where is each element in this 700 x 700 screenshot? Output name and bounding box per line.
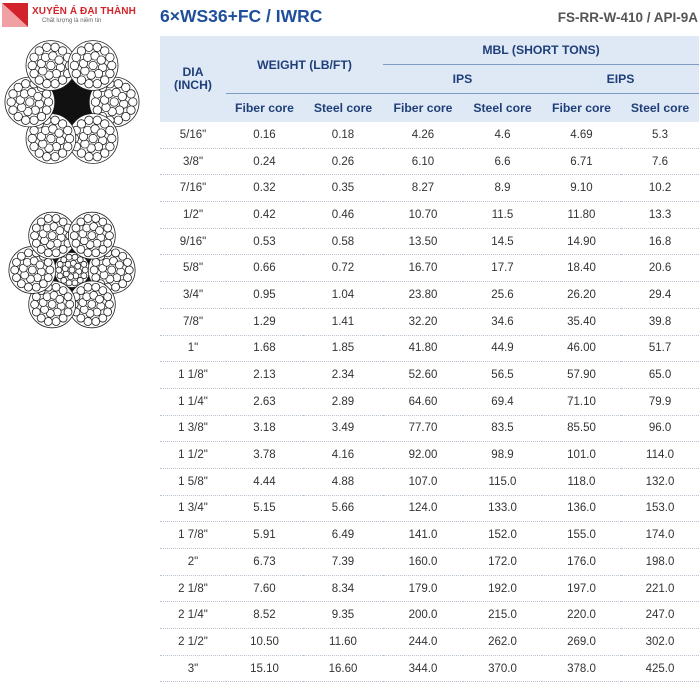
logo-mark-icon: [2, 3, 30, 27]
ips-fiber-cell: 179.0: [383, 575, 463, 602]
weight-steel-cell: 3.49: [303, 415, 383, 442]
standard-code: FS-RR-W-410 / API-9A: [557, 10, 698, 25]
ips-fiber-cell: 10.70: [383, 202, 463, 229]
ips-steel-cell: 34.6: [463, 308, 542, 335]
weight-fiber-cell: 0.32: [226, 175, 303, 202]
eips-fiber-cell: 57.90: [542, 362, 621, 389]
table-row: [160, 629, 699, 656]
weight-fiber-cell: 0.66: [226, 255, 303, 282]
table-row: [160, 602, 699, 629]
eips-fiber-cell: 35.40: [542, 308, 621, 335]
eips-fiber-cell: 11.80: [542, 202, 621, 229]
ips-steel-cell: 215.0: [463, 602, 542, 629]
dia-cell: 1 5/8": [160, 468, 226, 495]
eips-steel-cell: 16.8: [621, 228, 699, 255]
ips-fiber-cell: 160.0: [383, 549, 463, 576]
dia-cell: 2 1/2": [160, 629, 226, 656]
eips-fiber-cell: 269.0: [542, 629, 621, 656]
ips-steel-cell: 370.0: [463, 655, 542, 682]
weight-steel-cell: 0.72: [303, 255, 383, 282]
weight-steel-cell: 4.88: [303, 468, 383, 495]
weight-steel-cell: 2.89: [303, 388, 383, 415]
eips-fiber-cell: 14.90: [542, 228, 621, 255]
table-row: [160, 468, 699, 495]
weight-steel-cell: 7.39: [303, 549, 383, 576]
ips-steel-cell: 133.0: [463, 495, 542, 522]
dia-cell: 3/8": [160, 148, 226, 175]
eips-steel-core-header: Steel core: [621, 94, 699, 123]
table-row: [160, 175, 699, 202]
eips-fiber-cell: 71.10: [542, 388, 621, 415]
weight-steel-cell: 2.34: [303, 362, 383, 389]
ips-steel-cell: 17.7: [463, 255, 542, 282]
weight-steel-cell: 16.60: [303, 655, 383, 682]
eips-steel-cell: 96.0: [621, 415, 699, 442]
eips-steel-cell: 132.0: [621, 468, 699, 495]
eips-steel-cell: 79.9: [621, 388, 699, 415]
fiber-core-rope-cross-section-icon: [4, 34, 140, 170]
ips-fiber-core-header: Fiber core: [383, 94, 463, 123]
table-row: [160, 575, 699, 602]
weight-fiber-cell: 0.95: [226, 282, 303, 309]
table-row: [160, 255, 699, 282]
eips-fiber-cell: 101.0: [542, 442, 621, 469]
eips-fiber-cell: 6.71: [542, 148, 621, 175]
dia-header: DIA (INCH): [174, 65, 212, 92]
weight-header: WEIGHT (LB/FT): [257, 57, 352, 72]
eips-fiber-cell: 118.0: [542, 468, 621, 495]
table-row: [160, 442, 699, 469]
ips-fiber-cell: 23.80: [383, 282, 463, 309]
ips-steel-cell: 25.6: [463, 282, 542, 309]
eips-fiber-cell: 136.0: [542, 495, 621, 522]
dia-cell: 5/16": [160, 122, 226, 148]
dia-cell: 2 1/8": [160, 575, 226, 602]
weight-steel-cell: 0.18: [303, 122, 383, 148]
weight-fiber-cell: 3.78: [226, 442, 303, 469]
eips-steel-cell: 65.0: [621, 362, 699, 389]
weight-steel-cell: 1.41: [303, 308, 383, 335]
dia-cell: 2": [160, 549, 226, 576]
ips-steel-cell: 11.5: [463, 202, 542, 229]
table-row: [160, 549, 699, 576]
weight-fiber-cell: 7.60: [226, 575, 303, 602]
ips-fiber-cell: 32.20: [383, 308, 463, 335]
dia-cell: 3": [160, 655, 226, 682]
eips-fiber-cell: 46.00: [542, 335, 621, 362]
ips-steel-cell: 115.0: [463, 468, 542, 495]
weight-fiber-cell: 1.29: [226, 308, 303, 335]
eips-fiber-core-header: Fiber core: [542, 94, 621, 123]
brand-name: XUYÊN Á ĐẠI THÀNH: [32, 6, 136, 17]
dia-cell: 7/16": [160, 175, 226, 202]
eips-fiber-cell: 4.69: [542, 122, 621, 148]
weight-fiber-cell: 0.42: [226, 202, 303, 229]
weight-steel-cell: 9.35: [303, 602, 383, 629]
eips-steel-cell: 10.2: [621, 175, 699, 202]
ips-steel-cell: 4.6: [463, 122, 542, 148]
ips-steel-cell: 192.0: [463, 575, 542, 602]
ips-steel-core-header: Steel core: [463, 94, 542, 123]
eips-fiber-cell: 85.50: [542, 415, 621, 442]
page-title: 6×WS36+FC / IWRC: [160, 6, 323, 26]
eips-fiber-cell: 176.0: [542, 549, 621, 576]
dia-cell: 3/4": [160, 282, 226, 309]
eips-steel-cell: 247.0: [621, 602, 699, 629]
ips-fiber-cell: 52.60: [383, 362, 463, 389]
eips-fiber-cell: 18.40: [542, 255, 621, 282]
ips-fiber-cell: 141.0: [383, 522, 463, 549]
ips-steel-cell: 172.0: [463, 549, 542, 576]
ips-steel-cell: 69.4: [463, 388, 542, 415]
weight-steel-cell: 0.46: [303, 202, 383, 229]
table-row: [160, 308, 699, 335]
eips-fiber-cell: 378.0: [542, 655, 621, 682]
eips-steel-cell: 174.0: [621, 522, 699, 549]
eips-steel-cell: 39.8: [621, 308, 699, 335]
ips-fiber-cell: 124.0: [383, 495, 463, 522]
ips-steel-cell: 44.9: [463, 335, 542, 362]
table-row: [160, 228, 699, 255]
ips-fiber-cell: 244.0: [383, 629, 463, 656]
dia-cell: 1 1/2": [160, 442, 226, 469]
mbl-header: MBL (SHORT TONS): [383, 36, 699, 65]
eips-steel-cell: 20.6: [621, 255, 699, 282]
weight-steel-cell: 4.16: [303, 442, 383, 469]
ips-steel-cell: 14.5: [463, 228, 542, 255]
table-row: [160, 122, 699, 148]
weight-fiber-cell: 15.10: [226, 655, 303, 682]
weight-steel-cell: 1.04: [303, 282, 383, 309]
steel-core-rope-cross-section-icon: [8, 206, 136, 334]
weight-fiber-cell: 5.15: [226, 495, 303, 522]
ips-fiber-cell: 107.0: [383, 468, 463, 495]
ips-fiber-cell: 344.0: [383, 655, 463, 682]
eips-steel-cell: 114.0: [621, 442, 699, 469]
ips-fiber-cell: 16.70: [383, 255, 463, 282]
dia-cell: 1 3/8": [160, 415, 226, 442]
weight-steel-cell: 5.66: [303, 495, 383, 522]
table-row: [160, 388, 699, 415]
dia-cell: 5/8": [160, 255, 226, 282]
ips-header: IPS: [383, 65, 542, 94]
eips-steel-cell: 5.3: [621, 122, 699, 148]
weight-fiber-cell: 3.18: [226, 415, 303, 442]
table-row: [160, 335, 699, 362]
dia-cell: 7/8": [160, 308, 226, 335]
dia-cell: 1": [160, 335, 226, 362]
ips-fiber-cell: 6.10: [383, 148, 463, 175]
ips-steel-cell: 262.0: [463, 629, 542, 656]
table-row: [160, 362, 699, 389]
ips-fiber-cell: 13.50: [383, 228, 463, 255]
ips-fiber-cell: 8.27: [383, 175, 463, 202]
ips-steel-cell: 56.5: [463, 362, 542, 389]
weight-fiber-core-header: Fiber core: [226, 94, 303, 123]
table-row: [160, 522, 699, 549]
weight-fiber-cell: 10.50: [226, 629, 303, 656]
table-row: [160, 415, 699, 442]
table-row: [160, 655, 699, 682]
ips-steel-cell: 8.9: [463, 175, 542, 202]
ips-fiber-cell: 4.26: [383, 122, 463, 148]
ips-steel-cell: 152.0: [463, 522, 542, 549]
ips-steel-cell: 98.9: [463, 442, 542, 469]
eips-fiber-cell: 197.0: [542, 575, 621, 602]
dia-cell: 1 7/8": [160, 522, 226, 549]
brand-logo: [2, 3, 152, 29]
weight-steel-cell: 0.26: [303, 148, 383, 175]
weight-steel-core-header: Steel core: [303, 94, 383, 123]
eips-steel-cell: 198.0: [621, 549, 699, 576]
weight-steel-cell: 8.34: [303, 575, 383, 602]
weight-steel-cell: 1.85: [303, 335, 383, 362]
eips-steel-cell: 302.0: [621, 629, 699, 656]
ips-fiber-cell: 64.60: [383, 388, 463, 415]
dia-cell: 9/16": [160, 228, 226, 255]
weight-steel-cell: 0.35: [303, 175, 383, 202]
weight-fiber-cell: 5.91: [226, 522, 303, 549]
eips-steel-cell: 13.3: [621, 202, 699, 229]
dia-cell: 1 3/4": [160, 495, 226, 522]
ips-fiber-cell: 200.0: [383, 602, 463, 629]
weight-fiber-cell: 0.53: [226, 228, 303, 255]
eips-steel-cell: 425.0: [621, 655, 699, 682]
ips-fiber-cell: 77.70: [383, 415, 463, 442]
ips-steel-cell: 6.6: [463, 148, 542, 175]
weight-fiber-cell: 2.63: [226, 388, 303, 415]
eips-fiber-cell: 155.0: [542, 522, 621, 549]
weight-fiber-cell: 4.44: [226, 468, 303, 495]
dia-cell: 1 1/8": [160, 362, 226, 389]
table-row: [160, 148, 699, 175]
eips-fiber-cell: 9.10: [542, 175, 621, 202]
eips-steel-cell: 29.4: [621, 282, 699, 309]
eips-steel-cell: 51.7: [621, 335, 699, 362]
table-row: [160, 202, 699, 229]
eips-steel-cell: 153.0: [621, 495, 699, 522]
eips-fiber-cell: 220.0: [542, 602, 621, 629]
ips-fiber-cell: 41.80: [383, 335, 463, 362]
table-row: [160, 495, 699, 522]
brand-tagline: Chất lượng là niềm tin: [42, 18, 102, 24]
dia-cell: 1/2": [160, 202, 226, 229]
rope-spec-table: [160, 36, 699, 682]
dia-cell: 2 1/4": [160, 602, 226, 629]
ips-fiber-cell: 92.00: [383, 442, 463, 469]
dia-cell: 1 1/4": [160, 388, 226, 415]
weight-steel-cell: 6.49: [303, 522, 383, 549]
weight-steel-cell: 11.60: [303, 629, 383, 656]
weight-fiber-cell: 1.68: [226, 335, 303, 362]
eips-steel-cell: 221.0: [621, 575, 699, 602]
weight-fiber-cell: 2.13: [226, 362, 303, 389]
eips-steel-cell: 7.6: [621, 148, 699, 175]
ips-steel-cell: 83.5: [463, 415, 542, 442]
eips-header: EIPS: [542, 65, 699, 94]
weight-fiber-cell: 6.73: [226, 549, 303, 576]
eips-fiber-cell: 26.20: [542, 282, 621, 309]
weight-fiber-cell: 0.24: [226, 148, 303, 175]
weight-steel-cell: 0.58: [303, 228, 383, 255]
weight-fiber-cell: 0.16: [226, 122, 303, 148]
table-row: [160, 282, 699, 309]
weight-fiber-cell: 8.52: [226, 602, 303, 629]
